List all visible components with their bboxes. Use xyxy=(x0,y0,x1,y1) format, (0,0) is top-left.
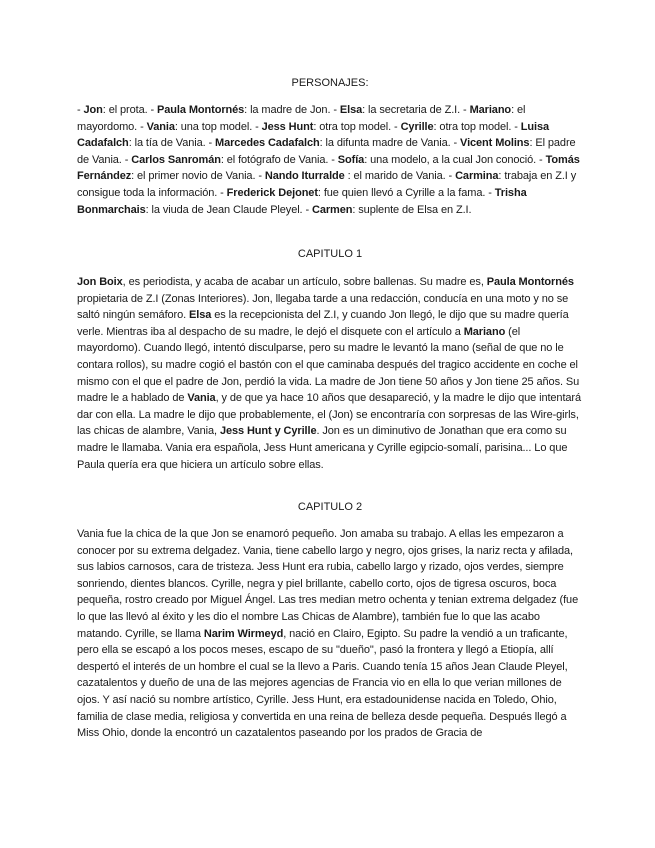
paragraph-text: : el fotógrafo de Vania. - xyxy=(220,153,338,166)
capitulo-1-heading: CAPITULO 1 xyxy=(297,248,363,260)
paragraph-text: : una modelo, a la cual Jon conoció. - xyxy=(364,153,546,166)
bold-name-text: Paula Montornés xyxy=(157,104,245,116)
paragraph-text: : suplente de Elsa en Z.I. xyxy=(352,203,472,216)
capitulo-2-paragraph xyxy=(77,526,583,742)
bold-name-text: Jess Hunt y Cyrille xyxy=(219,425,317,438)
paragraph-text: : el primer novio de Vania. - xyxy=(131,170,265,183)
paragraph-text: (el mayordomo). Cuando llegó, intentó disculparse, pero su madre le levantó la mano (señal de que no le contara rollos), su madre cogió el bastón con el que caminaba después del tragico accidente en coche el mismo con el que el padre de Jon, perdió la vida. La madre de Jon tiene 50 años y Jon tiene 25 años. Su madre le a hablado de xyxy=(77,325,580,405)
bold-name-text: Elsa xyxy=(339,104,363,116)
paragraph-text: , nació en Clairo, Egipto. Su padre la vendió a un traficante, pero ella se escapó a los pocos meses, escapo de su "dueño", pasó la frontera y llegó a Etiopía, allí despertó el interés de un hombre el cual se la llevo a Paris. Cuando tenía 15 años Jean Claude Pleyel, cazatalentos y dueño de una de las mejores agencias de Francia vio en ella lo que verian millones de ojos. Y así nació su nombre artístico, Cyrille. Jess Hunt, era estadounidense nacida en Toledo, Ohio, familia de clase media, religiosa y convertida en una reina de belleza desde pequeña. Después llegó a Miss Ohio, donde la encontró un cazatalentos paseando por los prados de Gracia de xyxy=(77,627,568,740)
paragraph-text: : otra top model. - xyxy=(433,120,521,133)
personajes-paragraph xyxy=(77,102,583,218)
paragraph-text: : el mayordomo. - xyxy=(77,104,526,133)
paragraph-text: , es periodista, y acaba de acabar un artículo, sobre ballenas. Su madre es, xyxy=(122,276,487,288)
bold-name-text: Paula Montornés xyxy=(486,276,574,288)
personajes-heading: PERSONAJES: xyxy=(291,77,369,89)
bold-name-text: Marcedes Cadafalch xyxy=(215,137,320,150)
bold-name-text: Elsa xyxy=(189,309,212,322)
paragraph-text: : la madre de Jon. - xyxy=(244,104,340,116)
paragraph-text: Vania fue la chica de la que Jon se enamoró pequeño. Jon amaba su trabajo. A ellas les empezaron a conocer por su extrema delgadez. Vania, tiene cabello largo y negro, ojos grises, la nariz recta y afilada, sus labios carnosos, cara de tristeza. Jess Hunt era rubia, cabello largo y rizado, ojos verdes, siempre sonriendo, dientes blancos. Cyrille, negra y piel brillante, cabello corto, ojos de tigresa oscuros, boca pequeña, rostro creado por Miguel Ángel. Las tres median metro ochenta y tenian extrema delgadez (fue lo que las llevó al éxito y les dio el nombre Las Chicas de Alambre), también fue lo que las acabo matando. Cyrille, se llama xyxy=(77,528,579,640)
paragraph-text: : trabaja en Z.I y consigue toda la información. - xyxy=(77,170,577,199)
paragraph-text: - xyxy=(77,104,84,116)
bold-name-text: Carmen xyxy=(311,203,353,216)
bold-name-text: Mariano xyxy=(469,104,512,116)
bold-name-text: Vania xyxy=(146,120,175,133)
bold-name-text: Vicent Molins xyxy=(460,137,530,150)
bold-name-text: Jon Boix xyxy=(77,276,123,288)
capitulo-1-paragraph xyxy=(77,274,583,473)
bold-name-text: Cyrille xyxy=(400,120,434,133)
bold-name-text: Tomás Fernández xyxy=(77,153,580,183)
paragraph-text: : la viuda de Jean Claude Pleyel. - xyxy=(145,203,312,216)
bold-name-text: Vania xyxy=(187,392,216,405)
paragraph-text: : el prota. - xyxy=(102,104,158,116)
bold-name-text: Carmina xyxy=(455,170,499,183)
paragraph-text: : una top model. - xyxy=(174,120,262,133)
bold-name-text: Trisha Bonmarchais xyxy=(77,186,527,216)
bold-name-text: Carlos Sanromán xyxy=(131,153,221,166)
paragraph-text: propietaria de Z.I (Zonas Interiores). Jon, llegaba tarde a una redacción, conducía en una moto y no se saltó ningún semáforo. xyxy=(77,292,569,322)
bold-name-text: Jon xyxy=(83,104,103,116)
paragraph-text: : El padre de Vania. - xyxy=(77,137,576,166)
paragraph-text: , y de que ya hace 10 años que desapareció, y la madre le dijo que intentará dar con ella. La madre le dijo que probablemente, el (Jon) se encontraría con sorpresas de las Wire-girls, las chicas de alambre, Vania, xyxy=(77,392,582,438)
bold-name-text: Mariano xyxy=(463,325,506,338)
paragraph-text: : otra top model. - xyxy=(313,120,401,133)
bold-name-text: Frederick Dejonet xyxy=(226,186,318,199)
paragraph-text: : la tía de Vania. - xyxy=(128,137,216,150)
paragraph-text: . Jon es un diminutivo de Jonathan que era como su madre le llamaba. Vania era española, Jess Hunt americana y Cyrille egipcio-somalí, parisina... Lo que Paula quería era que hiciera un artículo sobre ellas. xyxy=(77,425,568,471)
paragraph-text: : la difunta madre de Vania. - xyxy=(319,137,461,150)
bold-name-text: Sofía xyxy=(337,153,365,166)
bold-name-text: Luisa Cadafalch xyxy=(77,120,550,150)
bold-name-text: Jess Hunt xyxy=(261,120,314,133)
paragraph-text: : el marido de Vania. - xyxy=(344,170,456,183)
capitulo-2-heading: CAPITULO 2 xyxy=(297,501,363,513)
bold-name-text: Nando Iturralde xyxy=(264,170,345,183)
paragraph-text: : la secretaria de Z.I. - xyxy=(362,104,470,116)
paragraph-text: : fue quien llevó a Cyrille a la fama. - xyxy=(317,186,495,199)
paragraph-text: es la recepcionista del Z.I, y cuando Jon llegó, le dijo que su madre quería verle. Mientras iba al despacho de su madre, le dejó el disquete con el artículo a xyxy=(77,309,569,338)
bold-name-text: Narim Wirmeyd xyxy=(203,627,284,640)
